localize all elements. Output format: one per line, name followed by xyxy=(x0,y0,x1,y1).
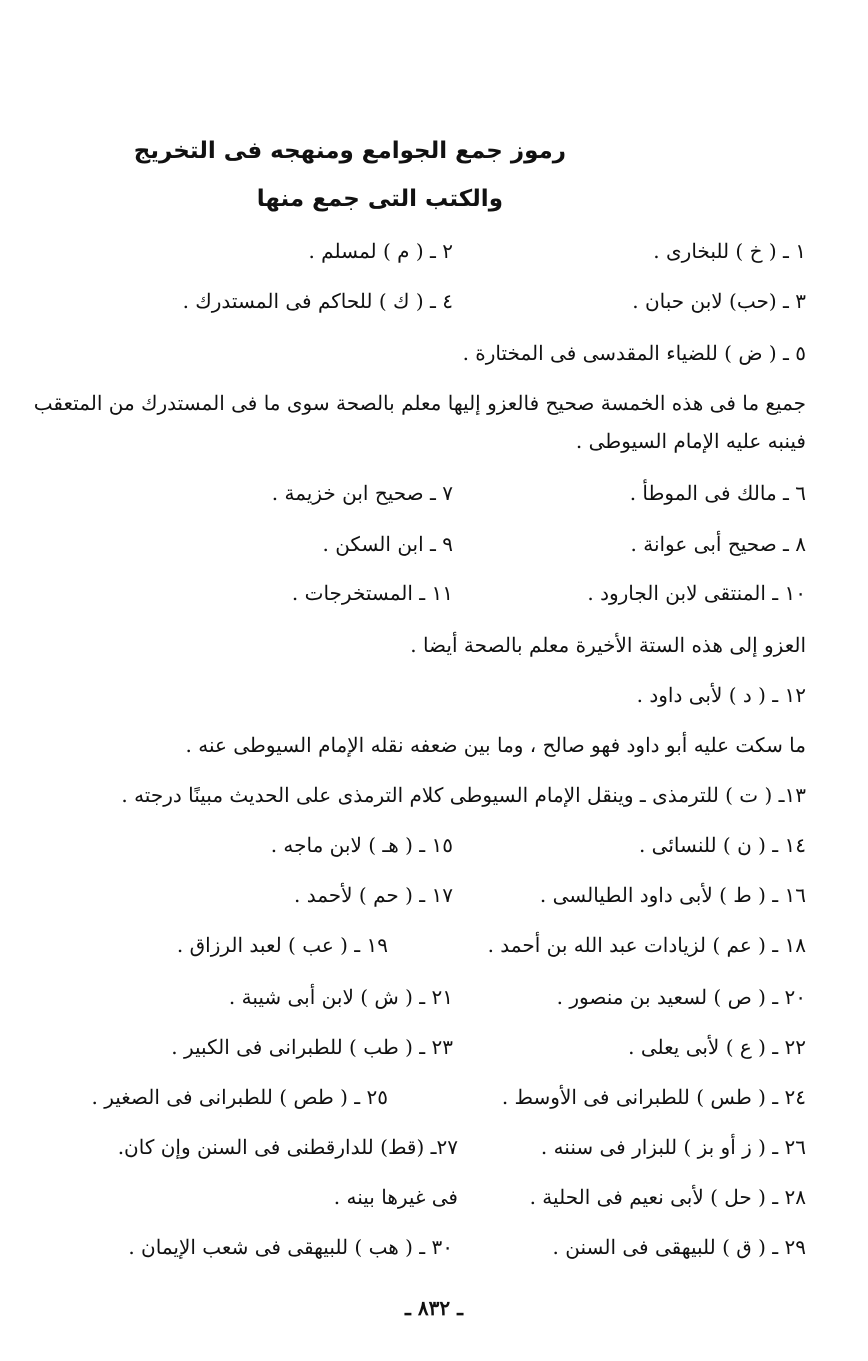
entry-13: ١٣ـ ( ت ) للترمذى ـ وينقل الإمام السيوطى كلام الترمذى على الحديث مبينًا درجته . xyxy=(121,783,806,807)
entry-23: ٢٣ ـ ( طب ) للطبرانى فى الكبير . xyxy=(171,1035,453,1059)
entry-16: ١٦ ـ ( ط ) لأبى داود الطيالسى . xyxy=(539,883,806,907)
entry-19: ١٩ ـ ( عب ) لعبد الرزاق . xyxy=(176,933,388,957)
page-number: ـ ٨٣٢ ـ xyxy=(405,1296,463,1320)
entry-1: ١ ـ ( خ ) للبخارى . xyxy=(653,239,806,263)
entry-11: ١١ ـ المستخرجات . xyxy=(291,581,453,605)
entry-22: ٢٢ ـ ( ع ) لأبى يعلى . xyxy=(628,1035,806,1059)
entry-25: ٢٥ ـ ( طص ) للطبرانى فى الصغير . xyxy=(91,1085,388,1109)
note-paragraph-3: ما سكت عليه أبو داود فهو صالح ، وما بين ضعفه نقله الإمام السيوطى عنه . xyxy=(185,733,806,757)
entry-20: ٢٠ ـ ( ص ) لسعيد بن منصور . xyxy=(556,985,806,1009)
entry-21: ٢١ ـ ( ش ) لابن أبى شيبة . xyxy=(228,985,453,1009)
entry-27: ٢٧ـ (قط) للدارقطنى فى السنن وإن كان. xyxy=(117,1135,458,1159)
heading-line-1: رموز جمع الجوامع ومنهجه فى التخريج xyxy=(133,138,566,164)
entry-15: ١٥ ـ ( هـ ) لابن ماجه . xyxy=(270,833,453,857)
entry-6: ٦ ـ مالك فى الموطأ . xyxy=(629,481,806,505)
note-paragraph-1-line-2: فينبه عليه الإمام السيوطى . xyxy=(575,429,806,453)
entry-26: ٢٦ ـ ( ز أو بز ) للبزار فى سننه . xyxy=(540,1135,806,1159)
entry-4: ٤ ـ ( ك ) للحاكم فى المستدرك . xyxy=(182,289,453,313)
entry-29: ٢٩ ـ ( ق ) للبيهقى فى السنن . xyxy=(552,1235,806,1259)
entry-18: ١٨ ـ ( عم ) لزيادات عبد الله بن أحمد . xyxy=(487,933,806,957)
entry-7: ٧ ـ صحيح ابن خزيمة . xyxy=(271,481,453,505)
entry-12: ١٢ ـ ( د ) لأبى داود . xyxy=(636,683,806,707)
entry-27-continued: فى غيرها بينه . xyxy=(333,1185,458,1209)
note-paragraph-1-line-1: جميع ما فى هذه الخمسة صحيح فالعزو إليها معلم بالصحة سوى ما فى المستدرك من المتعقب xyxy=(33,391,806,415)
entry-9: ٩ ـ ابن السكن . xyxy=(322,532,453,556)
entry-30: ٣٠ ـ ( هب ) للبيهقى فى شعب الإيمان . xyxy=(128,1235,453,1259)
entry-28: ٢٨ ـ ( حل ) لأبى نعيم فى الحلية . xyxy=(529,1185,806,1209)
entry-14: ١٤ ـ ( ن ) للنسائى . xyxy=(638,833,806,857)
entry-10: ١٠ ـ المنتقى لابن الجارود . xyxy=(587,581,806,605)
note-paragraph-2: العزو إلى هذه الستة الأخيرة معلم بالصحة أيضا . xyxy=(410,633,806,657)
entry-5: ٥ ـ ( ض ) للضياء المقدسى فى المختارة . xyxy=(462,341,806,365)
entry-2: ٢ ـ ( م ) لمسلم . xyxy=(308,239,453,263)
heading-line-2: والكتب التى جمع منها xyxy=(256,186,503,212)
entry-17: ١٧ ـ ( حم ) لأحمد . xyxy=(294,883,453,907)
entry-3: ٣ ـ (حب) لابن حبان . xyxy=(632,289,806,313)
entry-8: ٨ ـ صحيح أبى عوانة . xyxy=(630,532,806,556)
entry-24: ٢٤ ـ ( طس ) للطبرانى فى الأوسط . xyxy=(501,1085,806,1109)
